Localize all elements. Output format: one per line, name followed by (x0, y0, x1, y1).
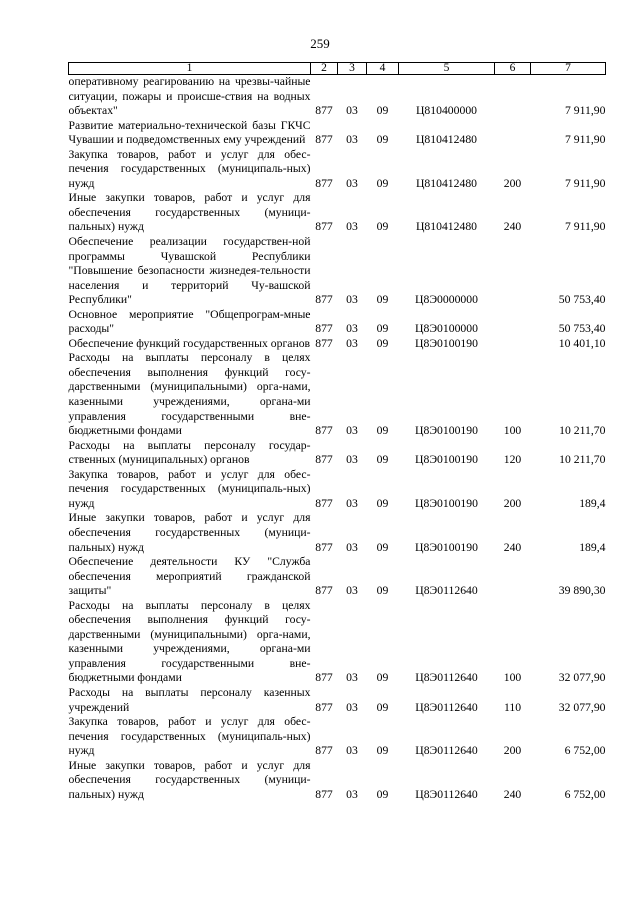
row-section-cell: 03 (346, 336, 358, 350)
column-header-subsection: 4 (367, 63, 399, 75)
row-ministry-cell: 877 (315, 540, 333, 554)
row-amount-cell: 189,4 (579, 540, 606, 554)
row-target-cell: Ц810400000 (415, 104, 478, 118)
table-row (69, 235, 606, 308)
row-subsection-cell: 09 (376, 787, 389, 801)
row-amount-cell: 10 211,70 (559, 453, 606, 467)
row-subsection-cell: 09 (376, 133, 389, 147)
row-ministry-cell: 877 (315, 744, 333, 758)
row-type-cell: 200 (503, 744, 522, 758)
row-name-cell: Закупка товаров, работ и услуг для обес-печения государственных (муниципаль-ных) нужд (68, 147, 311, 190)
row-amount-cell: 6 752,00 (564, 787, 606, 801)
row-target-cell: Ц8Э0112640 (415, 787, 478, 801)
row-type-cell: 240 (503, 220, 522, 234)
row-subsection-cell: 09 (376, 424, 389, 438)
row-section-cell: 03 (346, 540, 358, 554)
row-ministry-cell: 877 (315, 176, 333, 190)
row-amount-cell: 50 753,40 (558, 322, 606, 336)
row-section-cell: 03 (346, 104, 358, 118)
page-number: 259 (310, 36, 330, 51)
row-type-cell: 100 (503, 424, 522, 438)
row-ministry-cell: 877 (315, 322, 333, 336)
row-amount-cell: 7 911,90 (565, 104, 606, 118)
row-section-cell: 03 (346, 133, 358, 147)
row-type-cell: 240 (503, 540, 522, 554)
row-target-cell: Ц810412480 (415, 133, 478, 147)
row-target-cell: Ц8Э0112640 (415, 584, 478, 598)
row-amount-cell: 7 911,90 (565, 133, 606, 147)
row-section-cell: 03 (346, 293, 358, 307)
row-target-cell: Ц8Э0112640 (415, 671, 478, 685)
row-target-cell: Ц8Э0100190 (415, 424, 478, 438)
column-header-type: 6 (495, 63, 531, 75)
table-header-row (69, 63, 606, 75)
row-section-cell: 03 (346, 787, 358, 801)
row-subsection-cell: 09 (376, 496, 389, 510)
row-subsection-cell: 09 (376, 293, 389, 307)
row-subsection-cell: 09 (376, 744, 389, 758)
row-amount-cell: 10 211,70 (559, 424, 606, 438)
row-ministry-cell: 877 (315, 104, 333, 118)
table-row (69, 337, 606, 352)
row-type-cell: 200 (503, 176, 522, 190)
row-section-cell: 03 (346, 700, 358, 714)
row-amount-cell: 50 753,40 (558, 293, 606, 307)
row-target-cell: Ц8Э0100000 (415, 322, 478, 336)
row-section-cell: 03 (346, 496, 358, 510)
row-name-cell: Закупка товаров, работ и услуг для обес-печения государственных (муниципаль-ных) нужд (68, 467, 311, 510)
row-ministry-cell: 877 (315, 293, 333, 307)
row-ministry-cell: 877 (315, 496, 333, 510)
table-row (69, 191, 606, 235)
row-section-cell: 03 (346, 584, 358, 598)
table-row (69, 439, 606, 468)
row-target-cell: Ц8Э0100190 (415, 540, 478, 554)
row-subsection-cell: 09 (376, 453, 389, 467)
row-ministry-cell: 877 (315, 336, 333, 350)
row-target-cell: Ц8Э0112640 (415, 700, 478, 714)
row-name-cell: Развитие материально-технической базы ГКЧС Чувашии и подведомственных ему учреждений (68, 118, 311, 147)
row-name-cell: Расходы на выплаты персоналу в целях обеспечения выполнения функций госу-дарственными (муниципальными) орга-нами, казенными учреждениями, органа-ми управления государственными вне-бюджетными фондами (68, 598, 311, 685)
table-row (69, 686, 606, 715)
row-section-cell: 03 (346, 744, 358, 758)
table-row (69, 759, 606, 803)
row-type-cell (495, 555, 531, 599)
table-row (69, 599, 606, 686)
row-section-cell: 03 (346, 322, 358, 336)
row-name-cell: Обеспечение функций государственных органов (68, 336, 311, 350)
row-type-cell: 120 (503, 453, 522, 467)
row-name-cell: Расходы на выплаты персоналу казенных учреждений (68, 685, 311, 714)
table-row (69, 511, 606, 555)
row-type-cell: 200 (503, 496, 522, 510)
row-amount-cell: 10 401,10 (558, 336, 606, 350)
row-subsection-cell: 09 (376, 220, 389, 234)
row-amount-cell: 6 752,00 (564, 744, 606, 758)
row-name-cell: Расходы на выплаты персоналу государ-ственных (муниципальных) органов (68, 438, 311, 467)
row-section-cell: 03 (346, 453, 358, 467)
row-section-cell: 03 (346, 671, 358, 685)
row-type-cell: 240 (503, 787, 522, 801)
row-subsection-cell: 09 (376, 540, 389, 554)
table-row (69, 119, 606, 148)
row-section-cell: 03 (346, 176, 358, 190)
row-ministry-cell: 877 (315, 671, 333, 685)
row-amount-cell: 7 911,90 (565, 176, 606, 190)
row-subsection-cell: 09 (376, 700, 389, 714)
row-ministry-cell: 877 (315, 700, 333, 714)
row-name-cell: Обеспечение реализации государствен-ной программы Чувашской Республики "Повышение безопасности жизнедея-тельности населения и территорий Чу-вашской Республики" (68, 235, 311, 307)
row-type-cell (495, 75, 531, 119)
row-amount-cell: 32 077,90 (558, 671, 606, 685)
row-ministry-cell: 877 (315, 220, 333, 234)
row-name-cell: оперативному реагированию на чрезвы-чайные ситуации, пожары и происше-ствия на водных объектах" (68, 75, 311, 118)
table-row (69, 351, 606, 438)
row-type-cell (495, 119, 531, 148)
row-target-cell: Ц8Э0112640 (415, 744, 478, 758)
row-subsection-cell: 09 (376, 671, 389, 685)
row-type-cell: 110 (503, 700, 522, 714)
column-header-amount: 7 (531, 63, 606, 75)
table-row (69, 715, 606, 759)
row-target-cell: Ц810412480 (415, 176, 478, 190)
row-subsection-cell: 09 (376, 104, 389, 118)
row-amount-cell: 7 911,90 (565, 220, 606, 234)
row-name-cell: Закупка товаров, работ и услуг для обес-печения государственных (муниципаль-ных) нужд (68, 715, 311, 758)
row-ministry-cell: 877 (315, 424, 333, 438)
row-target-cell: Ц8Э0100190 (415, 336, 478, 350)
table-row (69, 148, 606, 192)
row-subsection-cell: 09 (376, 176, 389, 190)
row-amount-cell: 39 890,30 (558, 584, 606, 598)
row-ministry-cell: 877 (315, 133, 333, 147)
row-ministry-cell: 877 (315, 584, 333, 598)
row-target-cell: Ц810412480 (415, 220, 478, 234)
row-subsection-cell: 09 (376, 322, 389, 336)
table-row (69, 468, 606, 512)
column-header-ministry: 2 (311, 63, 338, 75)
row-target-cell: Ц8Э0000000 (415, 293, 478, 307)
row-type-cell: 100 (503, 671, 522, 685)
row-subsection-cell: 09 (376, 336, 389, 350)
row-type-cell (495, 337, 531, 352)
row-amount-cell: 32 077,90 (558, 700, 606, 714)
table-row (69, 555, 606, 599)
row-section-cell: 03 (346, 424, 358, 438)
row-name-cell: Иные закупки товаров, работ и услуг для обеспечения государственных (муници-пальных) нужд (68, 511, 311, 554)
row-name-cell: Расходы на выплаты персоналу в целях обеспечения выполнения функций госу-дарственными (муниципальными) орга-нами, казенными учреждениями, органа-ми управления государственными вне-бюджетными фондами (68, 351, 311, 438)
table-row (69, 75, 606, 119)
row-target-cell: Ц8Э0100190 (415, 453, 478, 467)
row-type-cell (495, 308, 531, 337)
row-name-cell: Иные закупки товаров, работ и услуг для обеспечения государственных (муници-пальных) нужд (68, 191, 311, 234)
column-header-name: 1 (69, 63, 311, 75)
row-amount-cell: 189,4 (579, 496, 606, 510)
row-target-cell: Ц8Э0100190 (415, 496, 478, 510)
row-section-cell: 03 (346, 220, 358, 234)
row-name-cell: Основное мероприятие "Общепрограм-мные расходы" (68, 307, 311, 336)
column-header-section: 3 (338, 63, 367, 75)
budget-table (68, 62, 606, 802)
row-ministry-cell: 877 (315, 787, 333, 801)
row-name-cell: Обеспечение деятельности КУ "Служба обеспечения мероприятий гражданской защиты" (68, 555, 311, 598)
row-ministry-cell: 877 (315, 453, 333, 467)
table-body (69, 75, 606, 803)
row-type-cell (495, 235, 531, 308)
column-header-target: 5 (399, 63, 495, 75)
row-name-cell: Иные закупки товаров, работ и услуг для обеспечения государственных (муници-пальных) нужд (68, 758, 311, 801)
table-row (69, 308, 606, 337)
row-subsection-cell: 09 (376, 584, 389, 598)
